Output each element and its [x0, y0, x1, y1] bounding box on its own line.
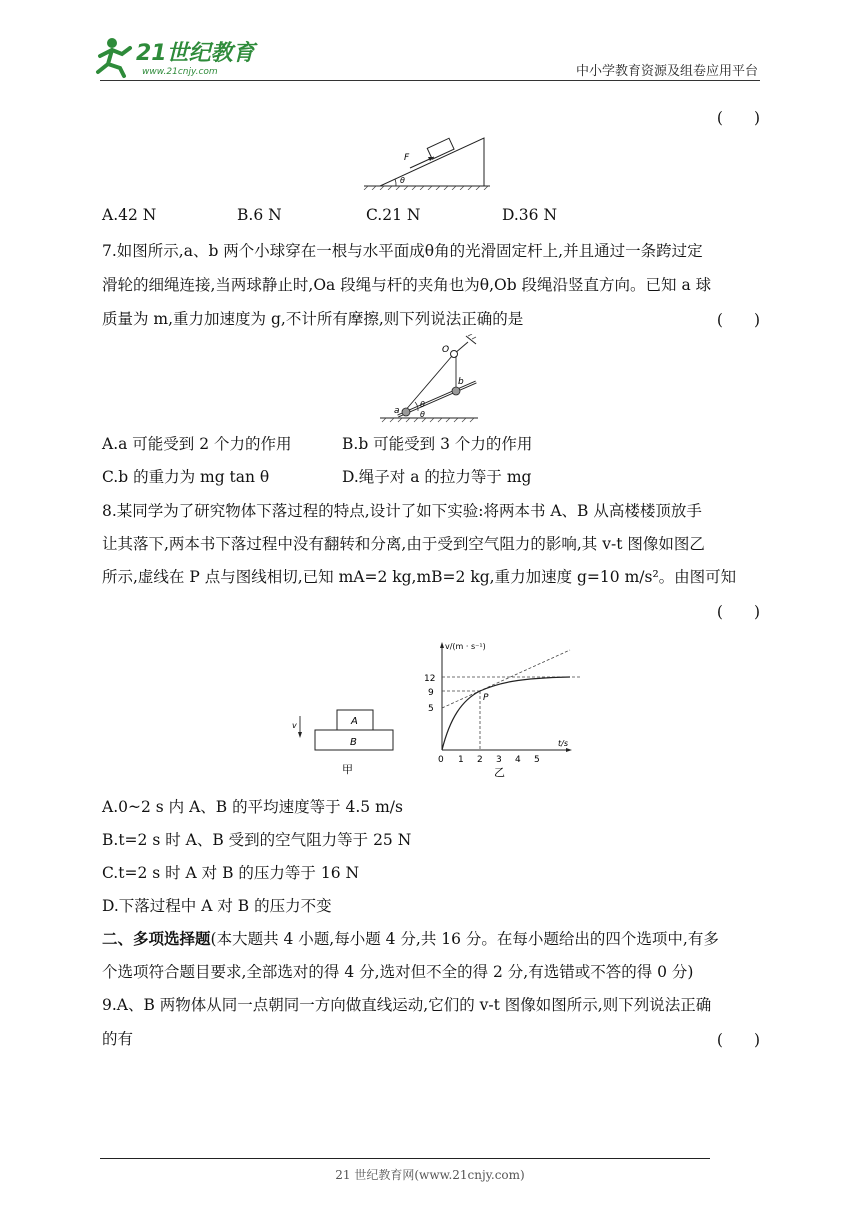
- q7-pulley-figure: [378, 334, 482, 430]
- q6-answer-paren: ( ): [716, 109, 760, 127]
- q8-figure-yi-vt-graph: [420, 638, 580, 784]
- footer-divider: [100, 1158, 710, 1159]
- q8-option-b: B.t=2 s 时 A、B 受到的空气阻力等于 25 N: [102, 831, 412, 849]
- q7-option-a: A.a 可能受到 2 个力的作用: [102, 435, 292, 453]
- footer-text: 21 世纪教育网(www.21cnjy.com): [335, 1168, 525, 1182]
- header-platform-text: 中小学教育资源及组卷应用平台: [575, 64, 758, 79]
- svg-text:12: 12: [424, 674, 436, 684]
- svg-text:1: 1: [458, 755, 464, 765]
- q7-option-b: B.b 可能受到 3 个力的作用: [342, 435, 533, 453]
- section2-line-2: 个选项符合题目要求,全部选对的得 4 分,选对但不全的得 2 分,有选错或不答的得 0 分): [102, 963, 694, 981]
- svg-text:甲: 甲: [342, 763, 353, 776]
- svg-text:v/(m · s⁻¹): v/(m · s⁻¹): [445, 642, 486, 651]
- q8-stem-line-3: 所示,虚线在 P 点与图线相切,已知 mA=2 kg,mB=2 kg,重力加速度 g=10 m/s²。由图可知: [102, 568, 737, 586]
- svg-text:θ: θ: [420, 410, 425, 419]
- svg-text:a: a: [394, 406, 400, 416]
- q6-option-a: A.42 N: [102, 206, 157, 224]
- q6-option-d: D.36 N: [502, 206, 558, 224]
- svg-text:21世纪教育: 21世纪教育: [136, 41, 255, 66]
- q9-answer-paren: ( ): [716, 1031, 760, 1049]
- svg-text:www.21cnjy.com: www.21cnjy.com: [142, 67, 218, 77]
- q7-stem-line-3: 质量为 m,重力加速度为 g,不计所有摩擦,则下列说法正确的是: [102, 310, 524, 328]
- svg-text:θ: θ: [400, 176, 405, 185]
- q7-stem-line-1: 7.如图所示,a、b 两个小球穿在一根与水平面成θ角的光滑固定杆上,并且通过一条跨过定: [102, 242, 703, 260]
- svg-text:乙: 乙: [494, 766, 505, 779]
- svg-text:4: 4: [515, 755, 521, 765]
- svg-text:5: 5: [534, 755, 540, 765]
- svg-text:v: v: [292, 721, 297, 730]
- svg-text:θ: θ: [420, 400, 425, 409]
- q6-incline-figure: [362, 132, 494, 194]
- runner-icon: [98, 38, 130, 76]
- section2-title: 二、多项选择题: [102, 929, 211, 948]
- header-divider: [100, 80, 760, 81]
- q9-stem-line-2: 的有: [102, 1030, 134, 1048]
- svg-text:B: B: [350, 737, 357, 748]
- q8-figure-jia: [290, 700, 400, 784]
- svg-text:t/s: t/s: [558, 739, 568, 748]
- q8-answer-paren: ( ): [716, 603, 760, 621]
- svg-text:P: P: [483, 693, 489, 703]
- q8-option-c: C.t=2 s 时 A 对 B 的压力等于 16 N: [102, 864, 360, 882]
- q6-option-c: C.21 N: [366, 206, 421, 224]
- section2-instructions: (本大题共 4 小题,每小题 4 分,共 16 分。在每小题给出的四个选项中,有多: [210, 930, 719, 948]
- q7-option-d: D.绳子对 a 的拉力等于 mg: [342, 468, 532, 486]
- q7-answer-paren: ( ): [716, 311, 760, 329]
- q8-option-d: D.下落过程中 A 对 B 的压力不变: [102, 897, 332, 915]
- svg-text:A: A: [351, 716, 358, 727]
- q8-option-a: A.0~2 s 内 A、B 的平均速度等于 4.5 m/s: [102, 798, 403, 816]
- q7-stem-line-2: 滑轮的细绳连接,当两球静止时,Oa 段绳与杆的夹角也为θ,Ob 段绳沿竖直方向。已知 a 球: [102, 276, 712, 294]
- svg-text:2: 2: [477, 755, 483, 765]
- q8-stem-line-2: 让其落下,两本书下落过程中没有翻转和分离,由于受到空气阻力的影响,其 v-t 图像如图乙: [102, 535, 705, 553]
- q6-option-b: B.6 N: [237, 206, 282, 224]
- svg-text:3: 3: [496, 755, 502, 765]
- q7-option-c: C.b 的重力为 mg tan θ: [102, 468, 270, 486]
- svg-text:9: 9: [428, 688, 434, 698]
- svg-text:O: O: [442, 345, 450, 355]
- section2-line-1: [102, 928, 760, 950]
- svg-text:5: 5: [428, 704, 434, 714]
- svg-text:b: b: [458, 377, 464, 387]
- svg-text:0: 0: [438, 755, 444, 765]
- svg-text:F: F: [404, 153, 410, 163]
- q9-stem-line-1: 9.A、B 两物体从同一点朝同一方向做直线运动,它们的 v-t 图像如图所示,则下列说法正确: [102, 996, 712, 1014]
- site-logo: [92, 34, 262, 80]
- q8-stem-line-1: 8.某同学为了研究物体下落过程的特点,设计了如下实验:将两本书 A、B 从高楼楼顶放手: [102, 502, 702, 520]
